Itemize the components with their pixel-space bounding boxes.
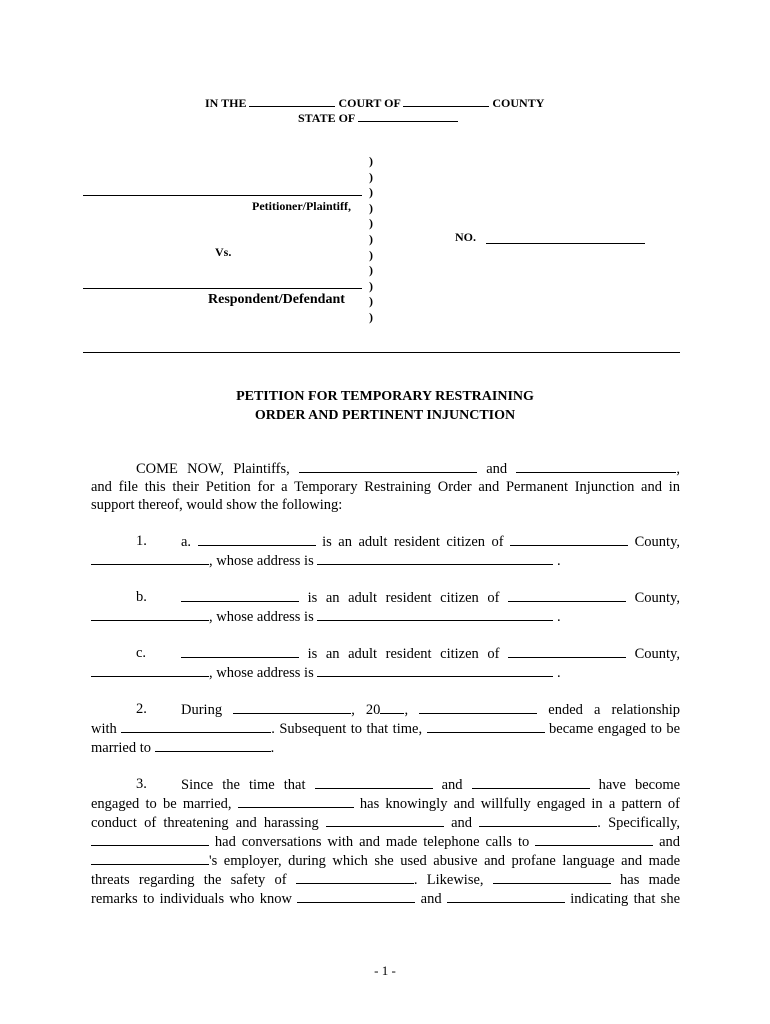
para1-item-b-line2 bbox=[91, 608, 561, 626]
para1-item-c-line2 bbox=[91, 664, 561, 682]
para3-line4 bbox=[91, 833, 680, 851]
state-label: STATE OF bbox=[298, 111, 355, 125]
para1-number: 1. bbox=[136, 533, 147, 549]
with-text: with bbox=[91, 721, 117, 737]
party-blank[interactable] bbox=[91, 833, 209, 846]
comma: , bbox=[404, 702, 409, 718]
address-text: , whose address is bbox=[209, 553, 314, 569]
petitioner-name-line[interactable] bbox=[83, 195, 362, 196]
party-blank[interactable] bbox=[121, 720, 271, 733]
item-b-letter: b. bbox=[136, 589, 147, 605]
para1-item-a-line2 bbox=[91, 552, 561, 570]
year-blank[interactable] bbox=[380, 701, 404, 714]
resident-city-blank[interactable] bbox=[91, 664, 209, 677]
county-blank[interactable] bbox=[510, 533, 628, 546]
para3-text: threats regarding the safety of bbox=[91, 872, 287, 888]
paren: ) bbox=[369, 263, 373, 278]
during-text: During bbox=[181, 702, 223, 718]
state-name-blank[interactable] bbox=[358, 109, 458, 122]
paren: ) bbox=[369, 231, 373, 246]
para3-text: . Likewise, bbox=[413, 872, 484, 888]
court-label-in-the: IN THE bbox=[205, 96, 247, 110]
item-letter: a. bbox=[181, 534, 192, 550]
para3-line3 bbox=[91, 814, 680, 832]
paren: ) bbox=[369, 200, 373, 215]
resident-name-blank[interactable] bbox=[181, 645, 299, 658]
party-blank[interactable] bbox=[297, 890, 415, 903]
petitioner-label: Petitioner/Plaintiff, bbox=[252, 199, 351, 213]
address-text: , whose address is bbox=[209, 609, 314, 625]
resident-text: is an adult resident citizen of bbox=[307, 646, 500, 662]
para3-line7 bbox=[91, 890, 680, 908]
paren: ) bbox=[369, 309, 373, 324]
paren: ) bbox=[369, 154, 373, 168]
court-name-blank[interactable] bbox=[249, 94, 335, 107]
resident-text: is an adult resident citizen of bbox=[307, 590, 500, 606]
resident-city-blank[interactable] bbox=[91, 552, 209, 565]
para1-item-b-line1 bbox=[181, 589, 680, 607]
para3-text: have become bbox=[598, 777, 681, 793]
para3-text: and bbox=[441, 777, 463, 793]
title-line-1: PETITION FOR TEMPORARY RESTRAINING bbox=[236, 389, 534, 404]
resident-name-blank[interactable] bbox=[198, 533, 316, 546]
period: . bbox=[556, 553, 561, 569]
court-label-county: COUNTY bbox=[492, 96, 545, 110]
resident-name-blank[interactable] bbox=[181, 589, 299, 602]
para3-text: indicating that she bbox=[570, 891, 681, 907]
para3-text: has made bbox=[620, 872, 681, 888]
come-now-text: COME NOW, Plaintiffs, bbox=[136, 461, 290, 477]
para3-line2 bbox=[91, 795, 680, 813]
caption-divider bbox=[83, 352, 680, 353]
subsequent-text: . Subsequent to that time, bbox=[271, 721, 423, 737]
address-blank[interactable] bbox=[317, 664, 553, 677]
para3-text: and bbox=[659, 834, 680, 850]
period: . bbox=[556, 609, 561, 625]
county-blank[interactable] bbox=[508, 645, 626, 658]
para1-item-c-line1 bbox=[181, 645, 680, 663]
para3-text: Since the time that bbox=[181, 777, 306, 793]
county-text: County, bbox=[634, 534, 681, 550]
vs-label: Vs. bbox=[215, 245, 232, 259]
year-prefix: , 20 bbox=[351, 702, 381, 718]
para2-line1 bbox=[181, 701, 680, 719]
party-blank[interactable] bbox=[479, 814, 597, 827]
party-blank[interactable] bbox=[472, 776, 590, 789]
state-heading bbox=[298, 109, 458, 126]
party-blank[interactable] bbox=[315, 776, 433, 789]
became-text: became engaged to be bbox=[549, 721, 681, 737]
para3-text: has knowingly and willfully engaged in a pattern of bbox=[359, 796, 681, 812]
intro-line-2: and file this their Petition for a Temporary Restraining Order and Permanent Injunction and in bbox=[91, 479, 680, 495]
para2-number: 2. bbox=[136, 701, 147, 717]
intro-line-1 bbox=[136, 460, 680, 478]
court-label-court-of: COURT OF bbox=[338, 96, 401, 110]
married-text: married to bbox=[91, 740, 151, 756]
paren: ) bbox=[369, 169, 373, 184]
para3-line6 bbox=[91, 871, 680, 889]
party-blank[interactable] bbox=[535, 833, 653, 846]
paren: ) bbox=[369, 278, 373, 293]
county-name-blank[interactable] bbox=[403, 94, 489, 107]
county-text: County, bbox=[634, 646, 680, 662]
para3-text: engaged to be married, bbox=[91, 796, 232, 812]
para3-line1 bbox=[181, 776, 680, 794]
respondent-name-line[interactable] bbox=[83, 288, 362, 289]
para1-item-a-line1 bbox=[181, 533, 680, 551]
respondent-label: Respondent/Defendant bbox=[208, 292, 345, 307]
title-line-2: ORDER AND PERTINENT INJUNCTION bbox=[254, 408, 516, 423]
para3-text: conduct of threatening and harassing bbox=[91, 815, 319, 831]
party-blank[interactable] bbox=[419, 701, 537, 714]
and-text: and bbox=[486, 461, 508, 477]
para3-number: 3. bbox=[136, 776, 147, 792]
period: . bbox=[556, 665, 561, 681]
para3-text: had conversations with and made telephone calls to bbox=[214, 834, 530, 850]
para3-text: and bbox=[451, 815, 473, 831]
paren: ) bbox=[369, 216, 373, 231]
para3-text: remarks to individuals who know bbox=[91, 891, 292, 907]
address-text: , whose address is bbox=[209, 665, 314, 681]
comma: , bbox=[676, 461, 680, 477]
intro-line-3: support thereof, would show the following: bbox=[91, 497, 343, 513]
party-blank[interactable] bbox=[326, 814, 444, 827]
county-text: County, bbox=[634, 590, 680, 606]
county-blank[interactable] bbox=[508, 589, 626, 602]
paren: ) bbox=[369, 185, 373, 200]
caption-parentheses bbox=[369, 154, 373, 326]
resident-text: is an adult resident citizen of bbox=[322, 534, 504, 550]
item-c-letter: c. bbox=[136, 645, 147, 661]
address-blank[interactable] bbox=[317, 608, 553, 621]
paren: ) bbox=[369, 247, 373, 262]
party-blank[interactable] bbox=[238, 795, 354, 808]
plaintiff-2-blank[interactable] bbox=[516, 460, 676, 473]
ended-text: ended a relationship bbox=[548, 702, 681, 718]
party-blank[interactable] bbox=[91, 852, 209, 865]
para2-line3 bbox=[91, 739, 274, 757]
page-number: - 1 - bbox=[374, 963, 396, 978]
party-blank[interactable] bbox=[296, 871, 414, 884]
party-blank[interactable] bbox=[493, 871, 611, 884]
case-number-label: NO. bbox=[455, 230, 476, 244]
period: . bbox=[270, 740, 275, 756]
resident-city-blank[interactable] bbox=[91, 608, 209, 621]
paren: ) bbox=[369, 294, 373, 309]
plaintiff-1-blank[interactable] bbox=[299, 460, 477, 473]
para3-text: 's employer, during which she used abusive and profane language and made bbox=[209, 853, 680, 869]
para3-text: . Specifically, bbox=[597, 815, 681, 831]
para3-text: and bbox=[420, 891, 442, 907]
party-blank[interactable] bbox=[447, 890, 565, 903]
spouse-blank[interactable] bbox=[155, 739, 271, 752]
para3-line5 bbox=[91, 852, 680, 870]
case-number-line[interactable] bbox=[486, 243, 645, 244]
party-blank[interactable] bbox=[427, 720, 545, 733]
address-blank[interactable] bbox=[317, 552, 553, 565]
para2-line2 bbox=[91, 720, 680, 738]
month-day-blank[interactable] bbox=[233, 701, 351, 714]
